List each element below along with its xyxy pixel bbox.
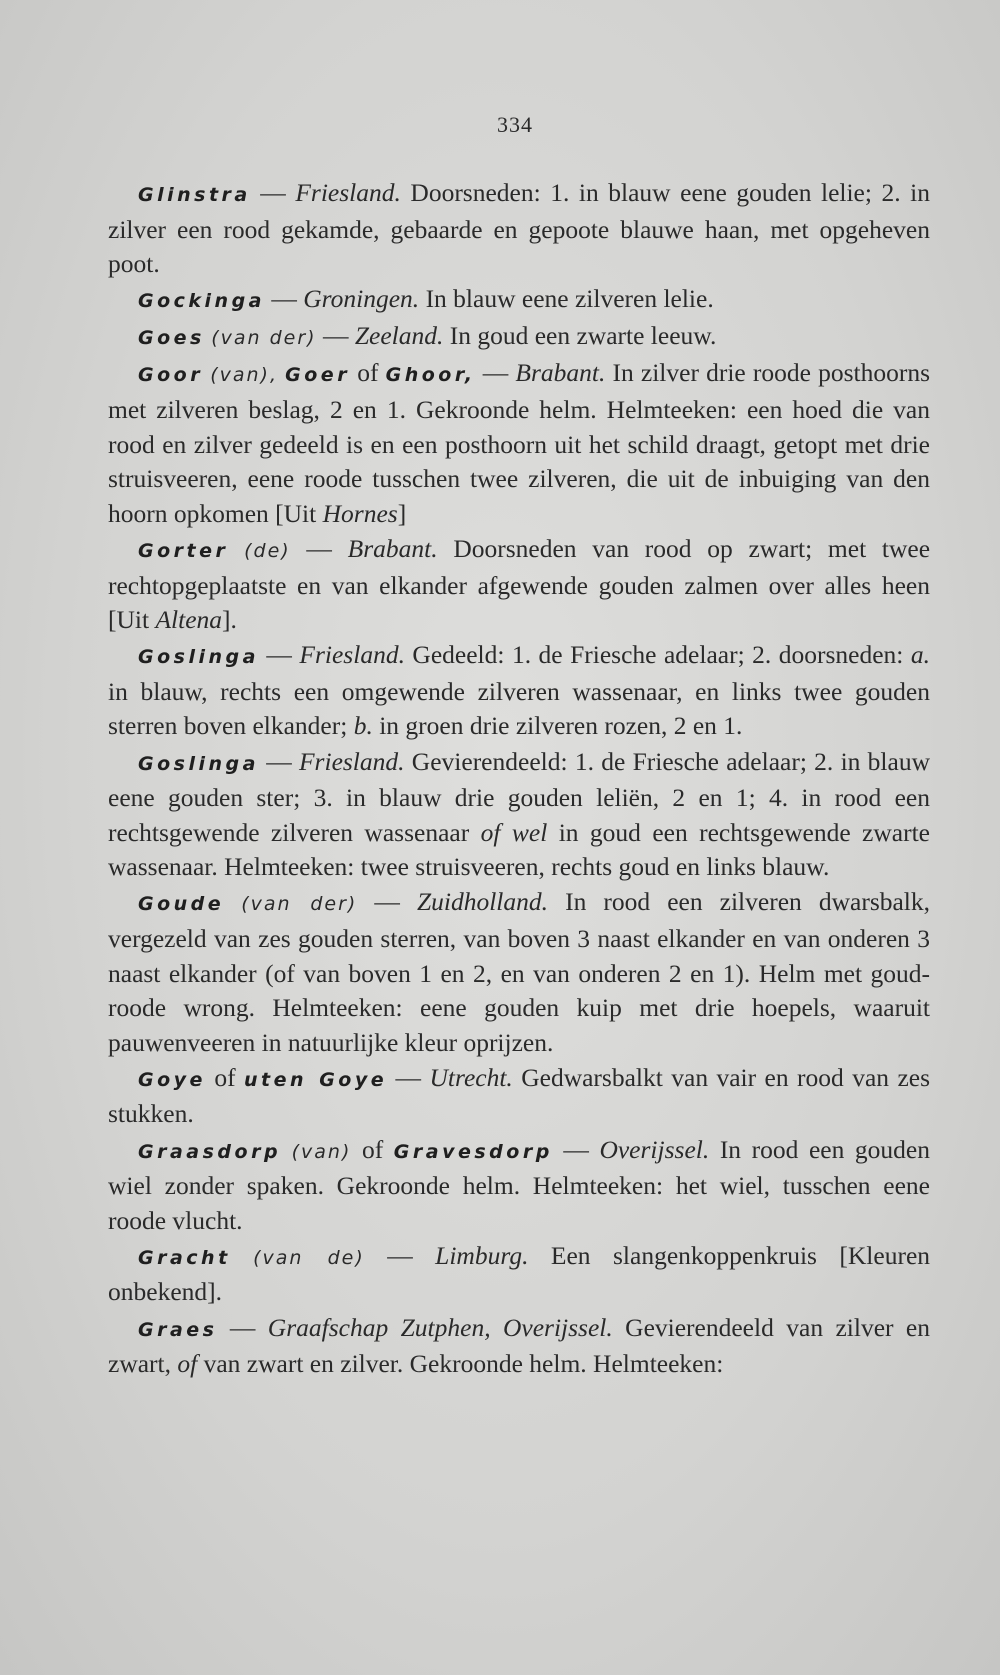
headword: Graasdorp [138, 1140, 282, 1163]
connector-of: of [205, 1062, 245, 1092]
dash: — [217, 1312, 268, 1342]
region: Friesland. [299, 640, 405, 670]
region: Zuidholland. [416, 887, 549, 917]
headword-variant: uten Goye [244, 1068, 388, 1091]
entry-gracht [108, 1239, 930, 1310]
entry-text-end: ] [397, 498, 407, 528]
headword-particle: (van) [291, 1140, 352, 1163]
entry-text: Gedwarsbalkt van vair en rood van zes stukken. [108, 1062, 931, 1129]
entry-text: Gevierendeeld van zilver en zwart, [108, 1312, 930, 1379]
entry-text: In zilver drie roode posthoorns met zilveren beslag, 2 en 1. Gekroonde helm. Helmteeken: een hoed die van rood en zilver gedeeld is en een posthoorn uit het schild draagt, getopt met drie struisveeren, eene roode tusschen twee zilveren, die uit de inbuiging van den hoorn opkomen [Uit [108, 358, 930, 528]
entry-text: In rood een gouden wiel zonder spaken. Gekroonde helm. Helmteeken: het wiel, tusschen eene roode vlucht. [108, 1134, 930, 1235]
headword-variant: Gravesdorp [393, 1140, 553, 1163]
region: Friesland. [295, 178, 401, 207]
entry-text: Gevierendeeld: 1. de Friesche adelaar; 2. in blauw eene gouden ster; 3. in blauw drie gouden leliën, 2 en 1; 4. in rood een rechtsgewende zilveren wassenaar [108, 746, 930, 847]
entry-gorter [108, 532, 930, 638]
dash: — [387, 1062, 430, 1092]
headword-particle: (van), [210, 364, 279, 387]
source-ref: Altena [155, 605, 223, 635]
entry-goude [108, 885, 930, 1060]
region: Friesland. [298, 746, 405, 776]
dash: — [250, 178, 296, 207]
headword-particle: (van de) [253, 1246, 365, 1269]
headword-particle: (van der) [241, 893, 358, 916]
headword: Goslinga [138, 752, 259, 775]
region: Groningen. [303, 284, 420, 314]
region: Overijssel. [599, 1134, 710, 1164]
headword-variant: Goer [285, 364, 351, 387]
region: Brabant. [347, 533, 438, 563]
headword: Gracht [138, 1246, 231, 1269]
entry-text-end: ]. [222, 605, 237, 635]
headword: Glinstra [138, 184, 251, 206]
entry-goor [108, 356, 930, 531]
entry-text: in blauw, rechts een omgewende zilveren wassenaar, en links twee gouden sterren boven elkander; [108, 676, 930, 741]
entry-glinstra [108, 176, 930, 282]
headword: Graes [138, 1318, 218, 1341]
dash: — [316, 321, 355, 351]
headword-variant: Ghoor, [385, 364, 476, 387]
headword-particle: (de) [244, 539, 291, 562]
entry-text: Gedeeld: 1. de Friesche adelaar; 2. doorsneden: [404, 640, 911, 670]
dash: — [258, 640, 300, 670]
entry-graasdorp [108, 1133, 930, 1239]
page-number: 334 [497, 112, 533, 137]
headword: Gockinga [138, 290, 266, 313]
entry-goes [108, 319, 930, 356]
entry-goye [108, 1061, 930, 1132]
dash: — [357, 887, 417, 917]
connector-of: of [177, 1349, 198, 1379]
dash: — [290, 533, 348, 563]
entry-goslinga-1 [108, 638, 930, 744]
dash: — [364, 1240, 436, 1270]
source-ref: Hornes [322, 498, 398, 528]
headword-particle: (van der) [211, 327, 317, 350]
region: Graafschap Zutphen, Overijssel. [267, 1312, 613, 1342]
entry-text: van zwart en zilver. Gekroonde helm. Helmteeken: [197, 1349, 724, 1379]
entry-text: Doorsneden van rood op zwart; met twee rechtopgeplaatste en van elkander afgewende gouden zalmen over alles heen [Uit [108, 533, 931, 635]
headword: Goes [138, 327, 205, 350]
subdivision-a: a. [910, 640, 930, 670]
region: Utrecht. [429, 1062, 513, 1092]
headword: Gorter [138, 539, 229, 562]
entry-graes [108, 1311, 930, 1382]
headword: Goor [138, 364, 204, 387]
dash: — [265, 284, 304, 314]
headword: Goude [138, 893, 225, 916]
dash: — [552, 1134, 600, 1164]
entry-text: in goud een rechtsgewende zwarte wassenaar. Helmteeken: twee struisveeren, rechts goud en links blauw. [108, 817, 930, 882]
subdivision-b: b. [353, 711, 373, 741]
headword: Goye [138, 1068, 206, 1091]
dash: — [258, 746, 299, 776]
headword: Goslinga [138, 646, 259, 669]
entry-text: In goud een zwarte leeuw. [443, 321, 717, 351]
region: Zeeland. [354, 321, 444, 351]
body-text [108, 176, 930, 1382]
entry-goslinga-2 [108, 745, 930, 885]
connector-of: of [350, 358, 386, 388]
entry-text: In rood een zilveren dwarsbalk, vergezeld van zes gouden sterren, van boven 3 naast elkander en van onderen 3 naast elkander (of van boven 1 en 2, en van onderen 2 en 1). Helm met goud-roode wrong. Helmteeken: eene gouden kuip met drie hoepels, waaruit pauwenveeren in natuurlijke kleur oprijzen. [108, 887, 931, 1057]
entry-text: Een slangenkoppenkruis [Kleuren onbekend]. [108, 1240, 931, 1307]
entry-gockinga [108, 282, 930, 319]
region: Brabant. [515, 358, 606, 388]
dash: — [475, 358, 516, 388]
connector-of: of [351, 1134, 394, 1164]
region: Limburg. [435, 1240, 529, 1270]
of-wel: of wel [480, 817, 548, 847]
entry-text: Doorsneden: 1. in blauw eene gouden lelie; 2. in zilver een rood gekamde, gebaarde en gepoote blauwe haan, met opgeheven poot. [108, 178, 930, 279]
entry-text: in groen drie zilveren rozen, 2 en 1. [372, 711, 743, 741]
entry-text: In blauw eene zilveren lelie. [419, 284, 714, 314]
